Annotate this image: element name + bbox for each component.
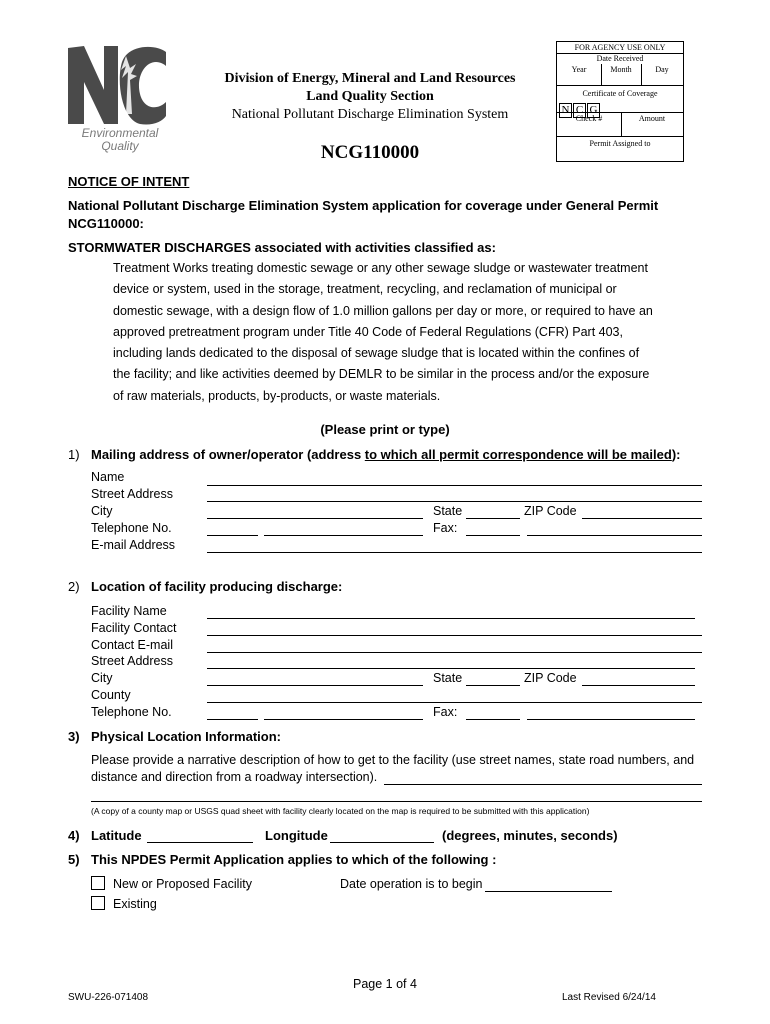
facility-contact-field[interactable] xyxy=(207,635,702,636)
contact-email-label: Contact E-mail xyxy=(91,638,173,652)
operation-date-label: Date operation is to begin xyxy=(340,877,483,891)
facility-county-field[interactable] xyxy=(207,702,702,703)
coordinate-units-label: (degrees, minutes, seconds) xyxy=(442,828,618,843)
section1-number: 1) xyxy=(68,447,80,462)
section5-title: This NPDES Permit Application applies to which of the following : xyxy=(91,852,497,867)
logo-text-quality: Quality xyxy=(101,139,139,153)
owner-city-label: City xyxy=(91,504,113,518)
owner-state-field[interactable] xyxy=(466,518,520,519)
agency-use-box xyxy=(556,41,684,162)
ncg-cell-c: C xyxy=(573,103,586,118)
facility-zip-label: ZIP Code xyxy=(524,671,577,685)
operation-date-field[interactable] xyxy=(485,891,612,892)
location-description-field-2[interactable] xyxy=(91,801,702,802)
facility-name-label: Facility Name xyxy=(91,604,167,618)
permit-assigned-label: Permit Assigned to xyxy=(589,139,651,148)
facility-state-field[interactable] xyxy=(466,685,520,686)
amount-label: Amount xyxy=(638,114,666,123)
system-title: National Pollutant Discharge Elimination System xyxy=(231,107,509,122)
certificate-label: Certificate of Coverage xyxy=(582,89,658,98)
owner-phone-area-field[interactable] xyxy=(207,535,258,536)
facility-street-label: Street Address xyxy=(91,654,173,668)
description-line: device or system, used in the storage, treatment, recycling, and reclamation of municipal or xyxy=(113,282,617,297)
facility-street-field[interactable] xyxy=(207,668,695,669)
owner-email-field[interactable] xyxy=(207,552,702,553)
existing-facility-checkbox[interactable] xyxy=(91,896,105,910)
facility-county-label: County xyxy=(91,688,131,702)
owner-zip-field[interactable] xyxy=(582,518,702,519)
location-instructions-line1: Please provide a narrative description of how to get to the facility (use street names, state road numbers, and xyxy=(91,753,695,767)
facility-contact-label: Facility Contact xyxy=(91,621,177,635)
section-title: Land Quality Section xyxy=(306,89,434,104)
facility-phone-field[interactable] xyxy=(264,719,423,720)
new-facility-checkbox[interactable] xyxy=(91,876,105,890)
facility-fax-area-field[interactable] xyxy=(466,719,520,720)
owner-email-label: E-mail Address xyxy=(91,538,176,552)
facility-phone-area-field[interactable] xyxy=(207,719,258,720)
nc-logo-mark-icon xyxy=(66,42,168,126)
section3-number: 3) xyxy=(68,729,80,744)
facility-city-field[interactable] xyxy=(207,685,423,686)
ncg-cell-g: G xyxy=(587,103,600,118)
page-number: Page 1 of 4 xyxy=(353,977,417,991)
facility-city-label: City xyxy=(91,671,113,685)
description-line: the facility; and like activities deemed by DEMLR to be similar in the process and/or the exposure xyxy=(113,367,650,382)
check-number-label: Check # xyxy=(575,114,603,123)
last-revised: Last Revised 6/24/14 xyxy=(562,992,656,1003)
section2-number: 2) xyxy=(68,579,80,594)
facility-zip-field[interactable] xyxy=(582,685,695,686)
owner-fax-field[interactable] xyxy=(527,535,702,536)
owner-street-label: Street Address xyxy=(91,487,173,501)
application-heading-line1: National Pollutant Discharge Elimination System application for coverage under General Permit xyxy=(68,198,659,213)
owner-name-label: Name xyxy=(91,470,125,484)
new-facility-label: New or Proposed Facility xyxy=(113,877,252,891)
form-id: SWU-226-071408 xyxy=(68,992,149,1003)
description-line: including lands dedicated to the disposal of sewage sludge that is located within the confines of xyxy=(113,346,640,361)
division-title: Division of Energy, Mineral and Land Resources xyxy=(224,71,516,86)
longitude-field[interactable] xyxy=(330,842,434,843)
agency-use-title: FOR AGENCY USE ONLY xyxy=(574,43,666,52)
owner-phone-field[interactable] xyxy=(264,535,423,536)
description-line: approved pretreatment program under Title 40 Code of Federal Regulations (CFR) Part 403, xyxy=(113,324,623,339)
owner-fax-label: Fax: xyxy=(433,521,458,535)
owner-street-field[interactable] xyxy=(207,501,702,502)
print-note: (Please print or type) xyxy=(320,422,450,437)
logo-text-environmental: Environmental xyxy=(81,126,159,140)
day-label: Day xyxy=(655,65,669,74)
latitude-field[interactable] xyxy=(147,842,253,843)
facility-name-field[interactable] xyxy=(207,618,695,619)
owner-zip-label: ZIP Code xyxy=(524,504,577,518)
owner-phone-label: Telephone No. xyxy=(91,521,172,535)
date-received-label: Date Received xyxy=(596,54,644,63)
ncg-cell-n: N xyxy=(559,103,572,118)
description-line: of raw materials, products, by-products, or waste materials. xyxy=(113,388,441,403)
section2-title: Location of facility producing discharge: xyxy=(91,579,343,594)
existing-facility-label: Existing xyxy=(113,897,157,911)
location-instructions-line2: distance and direction from a roadway intersection). xyxy=(91,770,378,784)
facility-fax-field[interactable] xyxy=(527,719,695,720)
facility-state-label: State xyxy=(433,671,463,685)
map-requirement-note: (A copy of a county map or USGS quad sheet with facility clearly located on the map is required to be submitted with this application) xyxy=(91,806,590,816)
latitude-label: Latitude xyxy=(91,828,142,843)
section1-title: Mailing address of owner/operator (address to which all permit correspondence will be mailed): xyxy=(91,447,681,462)
owner-name-field[interactable] xyxy=(207,485,702,486)
location-description-field-1[interactable] xyxy=(384,784,702,785)
description-line: Treatment Works treating domestic sewage or any other sewage sludge or wastewater treatment xyxy=(113,261,648,275)
section5-number: 5) xyxy=(68,852,80,867)
activity-description xyxy=(113,258,673,407)
permit-number-title: NCG110000 xyxy=(320,142,420,163)
longitude-label: Longitude xyxy=(265,828,328,843)
owner-state-label: State xyxy=(433,504,463,518)
notice-title: NOTICE OF INTENT xyxy=(68,174,190,189)
facility-phone-label: Telephone No. xyxy=(91,705,172,719)
section3-title: Physical Location Information: xyxy=(91,729,281,744)
month-label: Month xyxy=(610,65,632,74)
contact-email-field[interactable] xyxy=(207,652,702,653)
owner-fax-area-field[interactable] xyxy=(466,535,520,536)
facility-fax-label: Fax: xyxy=(433,705,458,719)
stormwater-heading: STORMWATER DISCHARGES associated with activities classified as: xyxy=(68,240,496,255)
description-line: domestic sewage, with a design flow of 1.0 million gallons per day or more, or required to have an xyxy=(113,303,653,318)
section4-number: 4) xyxy=(68,828,80,843)
owner-city-field[interactable] xyxy=(207,518,423,519)
year-label: Year xyxy=(571,65,587,74)
application-heading-line2: NCG110000: xyxy=(68,216,144,231)
